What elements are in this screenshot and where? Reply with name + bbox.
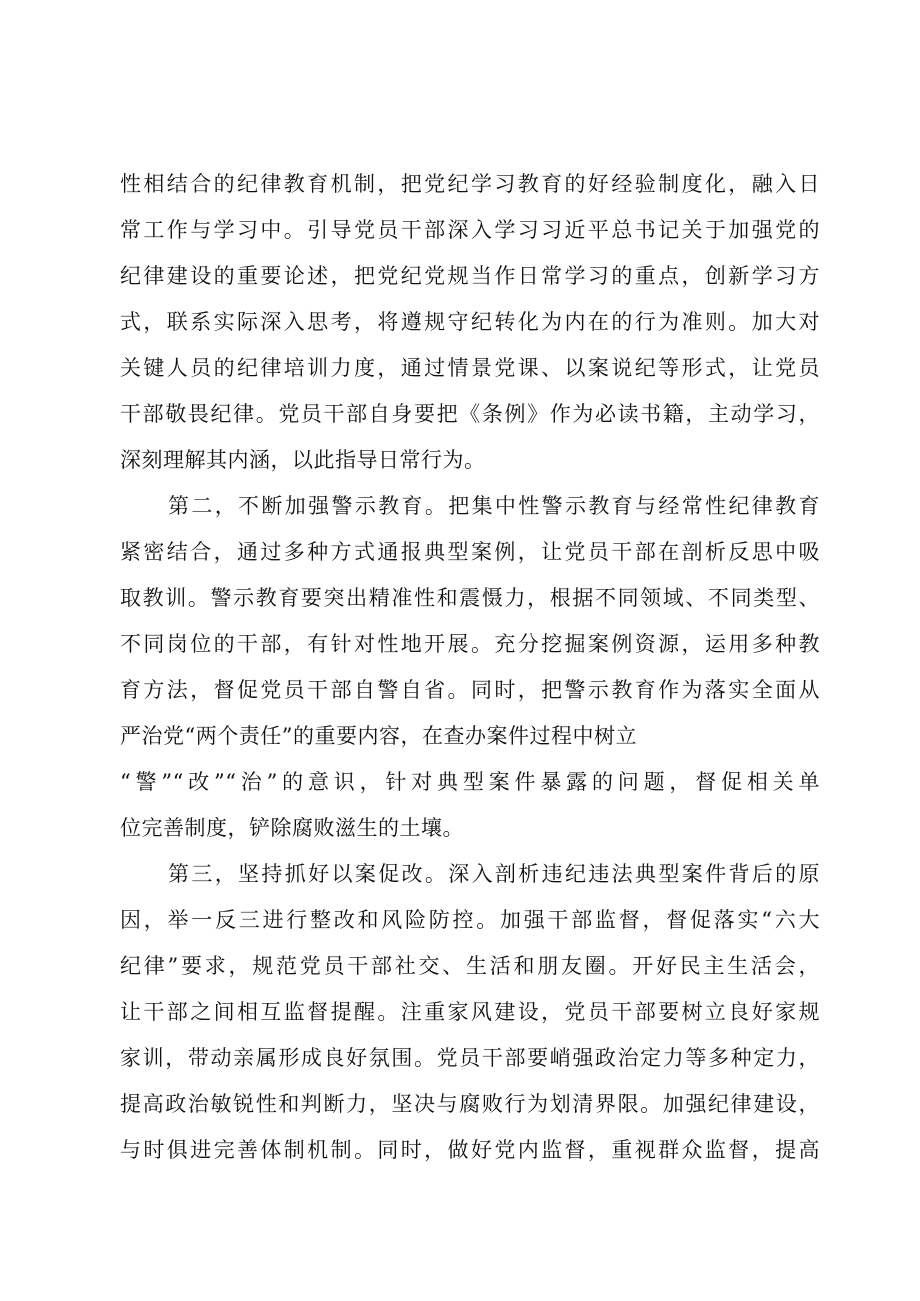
paragraph-2-line-1: 第二，不断加强警示教育。把集中性警示教育与经常性纪律教育 — [168, 494, 820, 518]
paragraph-1-line-6: 干部敬畏纪律。党员干部自身要把《条例》作为必读书籍，主动学习， — [120, 402, 820, 426]
paragraph-2-line-3: 取教训。警示教育要突出精准性和震慑力，根据不同领域、不同类型、 — [120, 586, 820, 610]
paragraph-2-line-7: “警”“改”“治”的意识，针对典型案件暴露的问题，督促相关单 — [120, 770, 820, 794]
paragraph-3-line-1: 第三，坚持抓好以案促改。深入剖析违纪违法典型案件背后的原 — [168, 862, 820, 886]
paragraph-3-line-2: 因，举一反三进行整改和风险防控。加强干部监督，督促落实“六大 — [120, 908, 820, 932]
paragraph-1-line-1: 性相结合的纪律教育机制，把党纪学习教育的好经验制度化，融入日 — [120, 172, 820, 196]
paragraph-3-line-7: 与时俱进完善体制机制。同时，做好党内监督，重视群众监督，提高 — [120, 1138, 820, 1162]
paragraph-1-line-2: 常工作与学习中。引导党员干部深入学习习近平总书记关于加强党的 — [120, 218, 820, 242]
paragraph-1-line-7: 深刻理解其内涵，以此指导日常行为。 — [120, 448, 486, 472]
paragraph-3-line-4: 让干部之间相互监督提醒。注重家风建设，党员干部要树立良好家规 — [120, 1000, 820, 1024]
paragraph-1-line-3: 纪律建设的重要论述，把党纪党规当作日常学习的重点，创新学习方 — [120, 264, 820, 288]
paragraph-1-line-4: 式，联系实际深入思考，将遵规守纪转化为内在的行为准则。加大对 — [120, 310, 820, 334]
paragraph-3-line-6: 提高政治敏锐性和判断力，坚决与腐败行为划清界限。加强纪律建设， — [120, 1092, 820, 1116]
paragraph-2-line-8: 位完善制度，铲除腐败滋生的土壤。 — [120, 816, 464, 840]
paragraph-2-line-6: 严治党“两个责任”的重要内容，在查办案件过程中树立 — [120, 724, 637, 748]
paragraph-1-line-5: 关键人员的纪律培训力度，通过情景党课、以案说纪等形式，让党员 — [120, 356, 820, 380]
paragraph-2-line-2: 紧密结合，通过多种方式通报典型案例，让党员干部在剖析反思中吸 — [120, 540, 820, 564]
paragraph-3-line-5: 家训，带动亲属形成良好氛围。党员干部要峭强政治定力等多种定力， — [120, 1046, 820, 1070]
paragraph-2-line-4: 不同岗位的干部，有针对性地开展。充分挖掘案例资源，运用多种教 — [120, 632, 820, 656]
paragraph-3-line-3: 纪律”要求，规范党员干部社交、生活和朋友圈。开好民主生活会， — [120, 954, 820, 978]
paragraph-2-line-5: 育方法，督促党员干部自警自省。同时，把警示教育作为落实全面从 — [120, 678, 820, 702]
